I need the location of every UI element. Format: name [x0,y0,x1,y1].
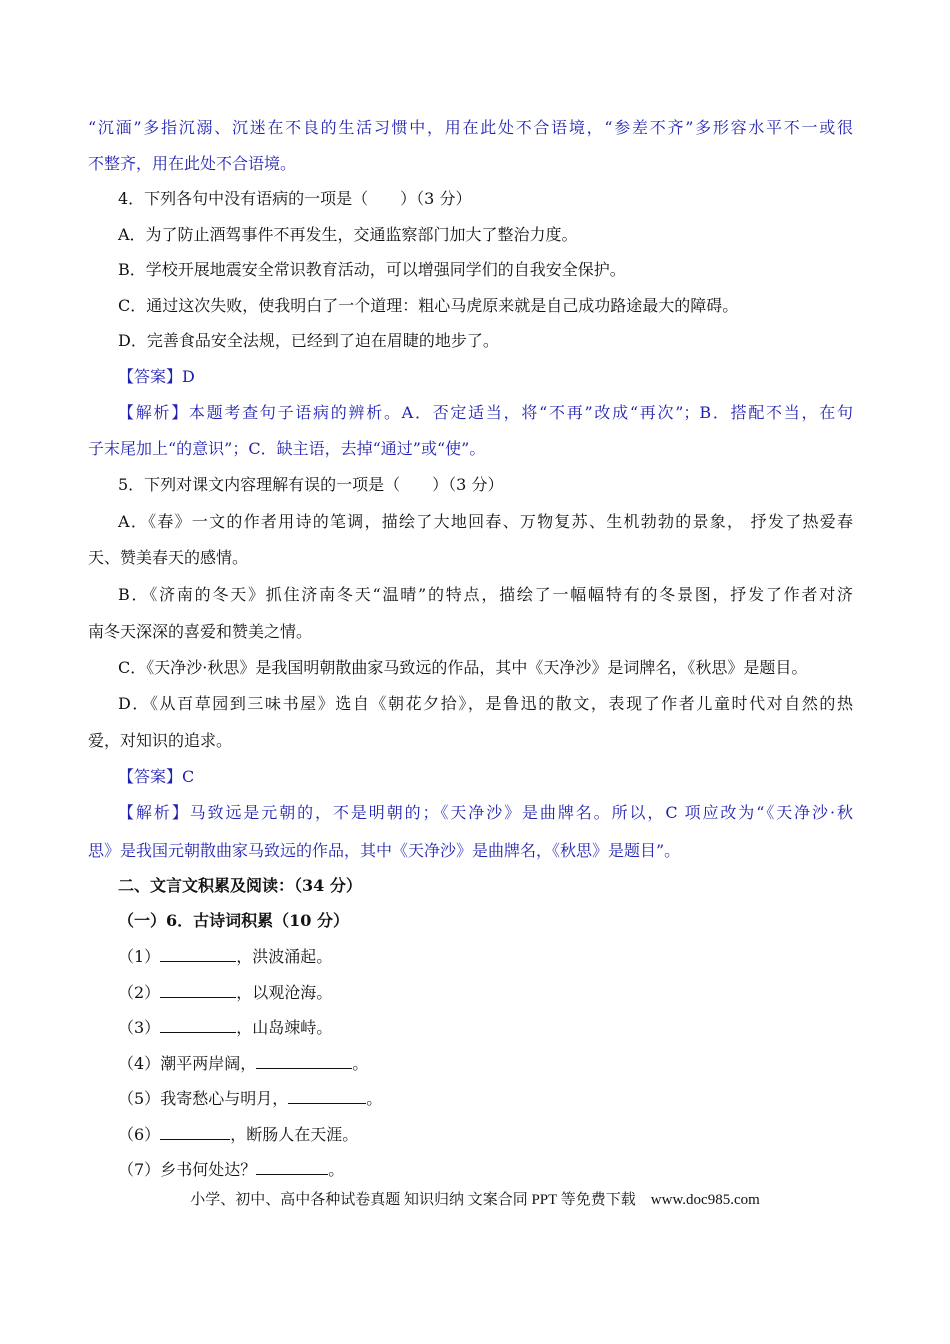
fill-blank[interactable] [160,945,236,962]
fill-blank[interactable] [160,1123,230,1140]
q4-option-b: B．学校开展地震安全常识教育活动，可以增强同学们的自我安全保护。 [118,260,626,279]
item-number: （1） [118,947,161,966]
poem-fill-item-3 [118,1016,883,1039]
prev-explanation-line-2: 不整齐，用在此处不合语境。 [88,154,297,173]
section-2-heading: 二、文言文积累及阅读：（34 分） [118,876,362,895]
item-text-after: 。 [352,1054,369,1073]
item-number: （6） [118,1125,161,1144]
poem-fill-item-4 [118,1052,883,1075]
q5-stem: 5．下列对课文内容理解有误的一项是（ ）（3 分） [118,475,504,494]
q5-option-b-line-2: 南冬天深深的喜爱和赞美之情。 [88,622,313,641]
q4-explain-tag: 【解析】 [118,403,189,422]
q4-option-c: C．通过这次失败，使我明白了一个道理：粗心马虎原来就是自己成功路途最大的障碍。 [118,296,739,315]
q5-option-d-line-2: 爱，对知识的追求。 [88,731,233,750]
q4-explanation-line-2: 子末尾加上“的意识”；C．缺主语，去掉“通过”或“使”。 [88,439,486,458]
poem-fill-item-5 [118,1087,883,1110]
section-2-subheading: （一）6．古诗词积累（10 分） [118,911,349,930]
q4-option-d: D．完善食品安全法规，已经到了迫在眉睫的地步了。 [118,331,499,350]
item-number: （3） [118,1018,161,1037]
q4-stem: 4．下列各句中没有语病的一项是（ ）（3 分） [118,189,472,208]
poem-fill-item-1 [118,945,883,968]
item-number: （4） [118,1054,161,1073]
fill-blank[interactable] [256,1158,328,1175]
q4-answer [118,366,883,388]
poem-fill-item-6 [118,1123,883,1146]
q5-answer-tag: 【答案】 [118,767,183,786]
item-text-after: ，洪波涌起。 [236,947,333,966]
item-number: （7） [118,1160,161,1179]
q5-option-a-line-1: A．《春》一文的作者用诗的笔调，描绘了大地回春、万物复苏、生机勃勃的景象， 抒发了热爱春 [118,512,853,531]
item-text-after: ，以观沧海。 [236,983,333,1002]
item-text-after: ，断肠人在天涯。 [230,1125,359,1144]
item-text-before: 潮平两岸阔， [160,1054,257,1073]
q5-option-b-line-1: B．《济南的冬天》抓住济南冬天“温晴”的特点，描绘了一幅幅特有的冬景图，抒发了作者对济 [118,585,853,604]
fill-blank[interactable] [256,1052,352,1069]
fill-blank[interactable] [160,1016,236,1033]
fill-blank[interactable] [288,1087,366,1104]
item-text-after: ，山岛竦峙。 [236,1018,333,1037]
q4-explain-text-1: 本题考查句子语病的辨析。A．否定适当，将“不再”改成“再次”；B．搭配不当，在句 [188,403,853,422]
item-text-after: 。 [328,1160,345,1179]
q5-explanation-line-1 [118,802,853,824]
q4-answer-tag: 【答案】 [118,367,183,386]
q5-explanation-line-2: 思》是我国元朝散曲家马致远的作品，其中《天净沙》是曲牌名，《秋思》是题目”。 [88,841,681,860]
item-text-before: 我寄愁心与明月， [160,1089,289,1108]
q5-option-d-line-1: D．《从百草园到三味书屋》选自《朝花夕拾》，是鲁迅的散文，表现了作者儿童时代对自然的热 [118,694,853,713]
q5-explain-tag: 【解析】 [118,803,190,822]
item-number: （2） [118,983,161,1002]
q5-answer-value: C [182,767,195,786]
q4-explanation-line-1 [118,402,853,424]
q5-option-c: C．《天净沙·秋思》是我国明朝散曲家马致远的作品，其中《天净沙》是词牌名，《秋思》是题目。 [118,658,808,677]
prev-explanation-line-1: “沉湎”多指沉溺、沉迷在不良的生活习惯中，用在此处不合语境，“参差不齐”多形容水平不一或很 [88,118,853,137]
poem-fill-item-2 [118,981,883,1004]
q5-explain-text-1: 马致远是元朝的，不是明朝的；《天净沙》是曲牌名。所以，C 项应改为“《天净沙·秋 [189,803,853,822]
q4-option-a: A．为了防止酒驾事件不再发生，交通监察部门加大了整治力度。 [118,225,578,244]
item-text-after: 。 [366,1089,383,1108]
q5-option-a-line-2: 天、赞美春天的感情。 [88,548,249,567]
item-text-before: 乡书何处达？ [160,1160,257,1179]
page-footer: 小学、初中、高中各种试卷真题 知识归纳 文案合同 PPT 等免费下载 www.doc985.com [190,1192,760,1208]
fill-blank[interactable] [160,981,236,998]
poem-fill-item-7 [118,1158,883,1181]
item-number: （5） [118,1089,161,1108]
q4-answer-value: D [182,367,195,386]
q5-answer [118,766,883,788]
